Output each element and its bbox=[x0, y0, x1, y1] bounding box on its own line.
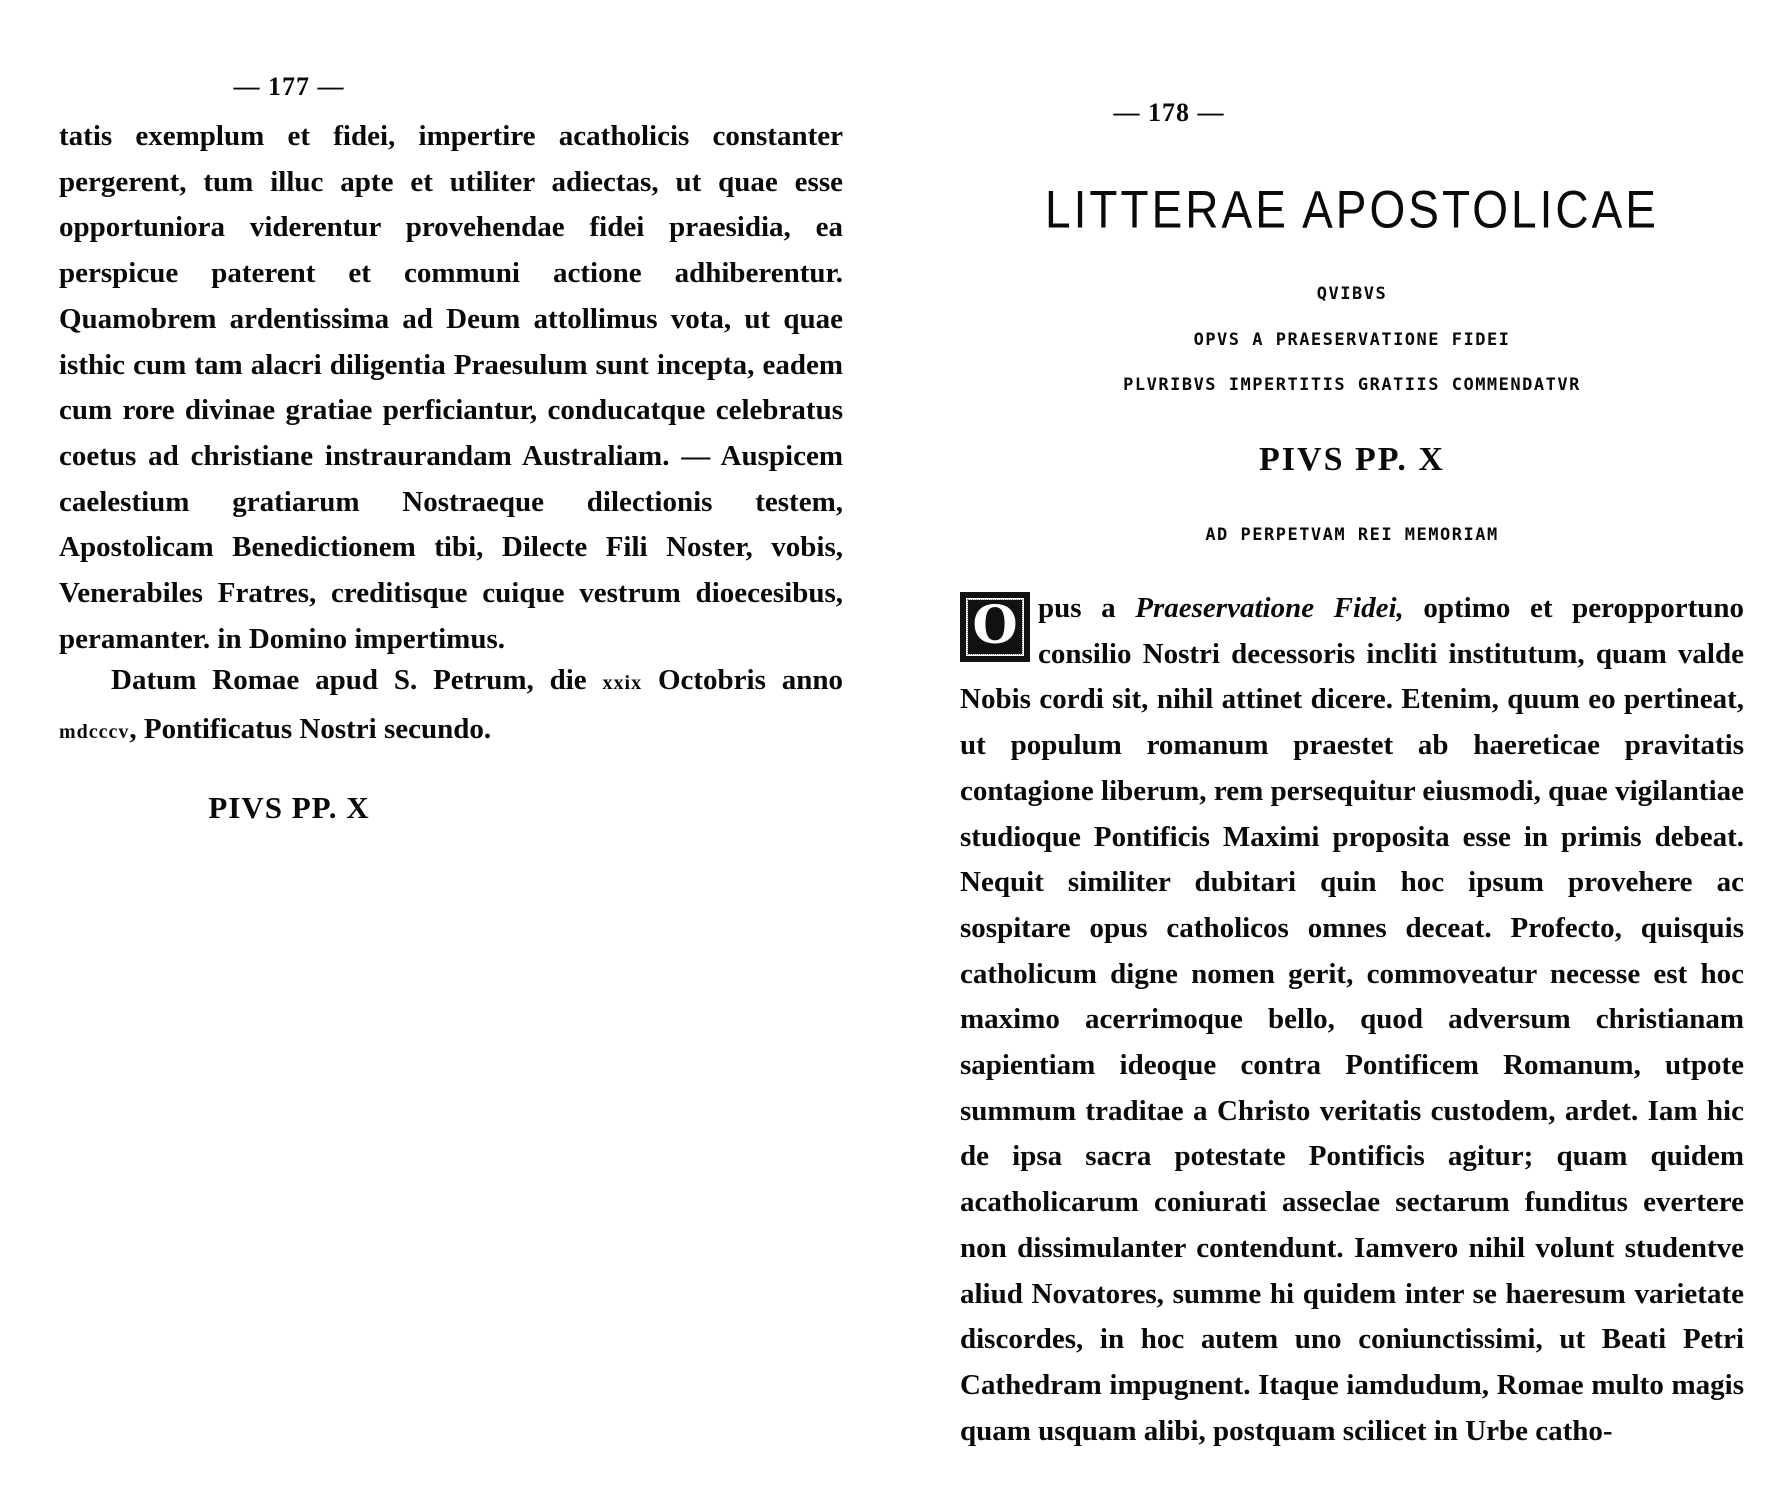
dating-year: mdcccv bbox=[59, 720, 130, 743]
left-page bbox=[59, 0, 843, 1500]
italic-title: Praeservatione Fidei, bbox=[1135, 592, 1404, 624]
subtitle-line: OPVS A PRAESERVATIONE FIDEI bbox=[1193, 330, 1511, 350]
body-text: pus a bbox=[1038, 592, 1136, 624]
document-title: LITTERAE APOSTOLICAE bbox=[1045, 179, 1659, 239]
memoriam-heading: AD PERPETVAM REI MEMORIAM bbox=[1205, 525, 1499, 545]
dating-text: Octobris anno bbox=[642, 664, 843, 696]
dating-text: Datum Romae apud S. Petrum, die bbox=[111, 664, 603, 696]
dating-day: xxix bbox=[602, 672, 643, 694]
body-text: optimo et peropportuno consilio Nostri decessoris incliti institutum, quam valde Nobis cordi sit, nihil attinet dicere. Etenim, quum eo pertineat, ut populum romanum praestet ab haereticae pravitatis contagione liberum, rem persequitur eiusmodi, quae vigilantiae studioque Pontificis Maximi proposita esse in primis debeat. Nequit similiter dubitari quin hoc ipsum provehere ac sospitare opus catholicos omnes deceat. Profecto, quisquis catholicum digne nomen gerit, commoveatur necesse est hoc maximo acerrimoque bello, quod adversum christianam sapientiam ideoque contra Pontificem Romanum, utpote summum traditae a Christo veritatis custodem, ardet. Iam hic de ipsa sacra potestate Pontificis agitur; quam quidem acatholicarum coniurati asseclae sectarum funditus evertere non dissimulanter contendunt. Iamvero nihil volunt studentve aliud Novatores, summe hi quidem inter se haeresum varietate discordes, in hoc autem uno coniunctissimi, ut Beati Petri Cathedram impugnent. Itaque iamdudum, Romae multo magis quam usquam alibi, postquam scilicet in Urbe catho- bbox=[960, 592, 1745, 1447]
dating-text: , Pontificatus Nostri secundo. bbox=[129, 712, 492, 745]
page-number: — 177 — bbox=[233, 72, 345, 101]
body-paragraph bbox=[960, 586, 1744, 1454]
dating-clause bbox=[59, 658, 843, 755]
subtitle-line: QVIBVS bbox=[1316, 284, 1388, 304]
page-number: — 178 — bbox=[1113, 98, 1225, 127]
decorative-initial: O bbox=[960, 592, 1030, 662]
subtitle-line: PLVRIBVS IMPERTITIS GRATIIS COMMENDATVR bbox=[1123, 375, 1581, 395]
signature: PIVS PP. X bbox=[208, 790, 370, 825]
pope-heading: PIVS PP. X bbox=[1259, 441, 1445, 478]
right-page bbox=[960, 0, 1744, 1500]
body-paragraph: tatis exemplum et fidei, impertire acatholicis constanter pergerent, tum illuc apte et utiliter adiectas, ut quae esse opportuniora viderentur provehendae fidei praesidia, ea perspicue paterent et communi actione adhiberentur. Quamobrem ardentissima ad Deum attollimus vota, ut quae isthic cum tam alacri diligentia Praesulum sunt incepta, eadem cum rore divinae gratiae perficiantur, conducatque celebratus coetus ad christiane instraurandam Australiam. — Auspicem caelestium gratiarum Nostraeque dilectionis testem, Apostolicam Benedictionem tibi, Dilecte Fili Noster, vobis, Venerabiles Fratres, creditisque cuique vestrum dioecesibus, peramanter. in Domino impertimus. bbox=[59, 120, 843, 655]
